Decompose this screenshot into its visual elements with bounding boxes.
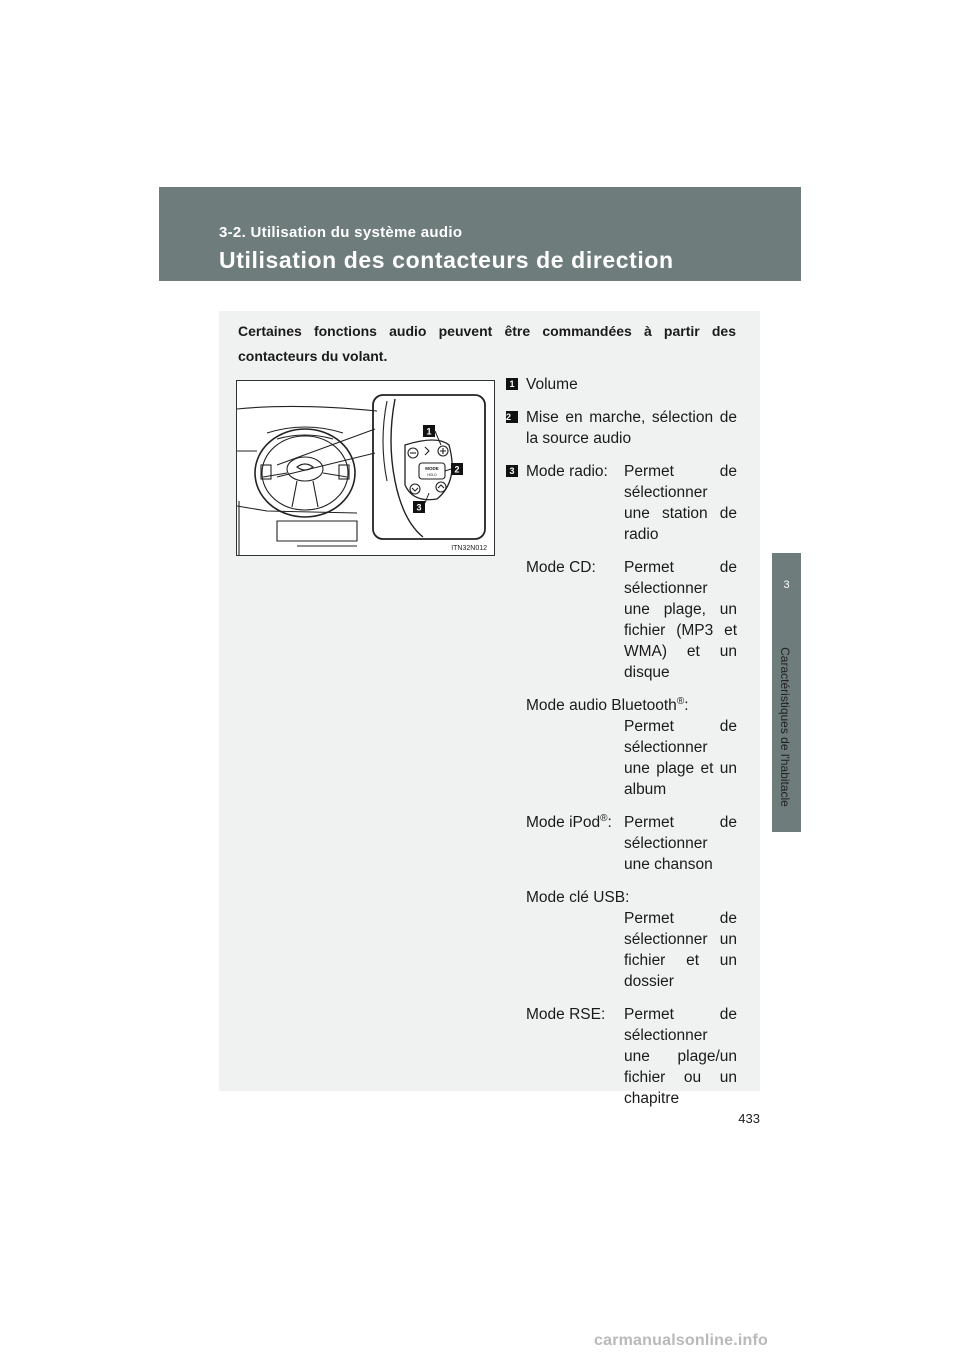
mode-desc: Permet de sélectionner une plage/un fichier ou un chapitre	[624, 1006, 737, 1107]
mode-button-label: MODE	[425, 466, 439, 471]
page-number: 433	[738, 1111, 760, 1126]
hold-button-label: HOLD	[427, 473, 437, 477]
callout-1: 1	[426, 426, 432, 437]
mode-label: Mode radio:	[526, 463, 608, 480]
mode-label: Mode iPod®:	[526, 812, 612, 831]
mode-radio	[526, 461, 737, 545]
chapter-header	[159, 187, 801, 281]
steering-wheel-illustration	[236, 380, 495, 556]
chapter-number: 3	[783, 579, 790, 591]
mode-label: Mode clé USB:	[526, 889, 630, 906]
marker-1: 1	[506, 378, 518, 390]
item-text: Volume	[526, 376, 578, 393]
list-item-modes	[506, 461, 737, 1109]
registered-mark: ®	[600, 812, 608, 824]
marker-2: 2	[506, 411, 518, 423]
figure-code: ITN32N012	[451, 545, 487, 552]
list-item-power-source	[506, 407, 737, 449]
mode-desc: Permet de sélectionner une plage, un fichier (MP3 et WMA) et un disque	[624, 559, 737, 681]
controls-list	[506, 374, 737, 1109]
content-panel	[219, 311, 760, 1107]
registered-mark: ®	[676, 695, 685, 707]
mode-label: Mode RSE:	[526, 1006, 606, 1023]
mode-ipod	[526, 812, 737, 875]
mode-desc: Permet de sélectionner un fichier et un dossier	[624, 910, 737, 990]
watermark: carmanualsonline.info	[594, 1332, 769, 1349]
marker-3: 3	[506, 465, 518, 477]
mode-label: Mode audio Bluetooth®:	[526, 695, 689, 714]
steering-wheel-drawing	[237, 381, 494, 555]
mode-desc: Permet de sélectionner une plage et un album	[624, 718, 737, 798]
callout-2: 2	[454, 464, 460, 475]
mode-bluetooth	[526, 695, 737, 800]
list-item-volume	[506, 374, 737, 395]
mode-label: Mode CD:	[526, 559, 596, 576]
intro-text: Certaines fonctions audio peuvent être commandées à partir des contacteurs du volant.	[238, 323, 736, 364]
mode-usb	[526, 887, 737, 992]
section-label: 3-2. Utilisation du système audio	[219, 224, 463, 241]
chapter-caption: Caractéristiques de l'habitacle	[778, 647, 792, 807]
mode-desc: Permet de sélectionner une chanson	[624, 814, 737, 873]
page-title: Utilisation des contacteurs de direction	[219, 247, 674, 273]
callout-3: 3	[416, 502, 422, 513]
mode-rse	[526, 1004, 737, 1109]
item-text: Mise en marche, sélection de la source audio	[526, 409, 737, 447]
mode-desc: Permet de sélectionner une station de radio	[624, 463, 737, 543]
mode-cd	[526, 557, 737, 683]
